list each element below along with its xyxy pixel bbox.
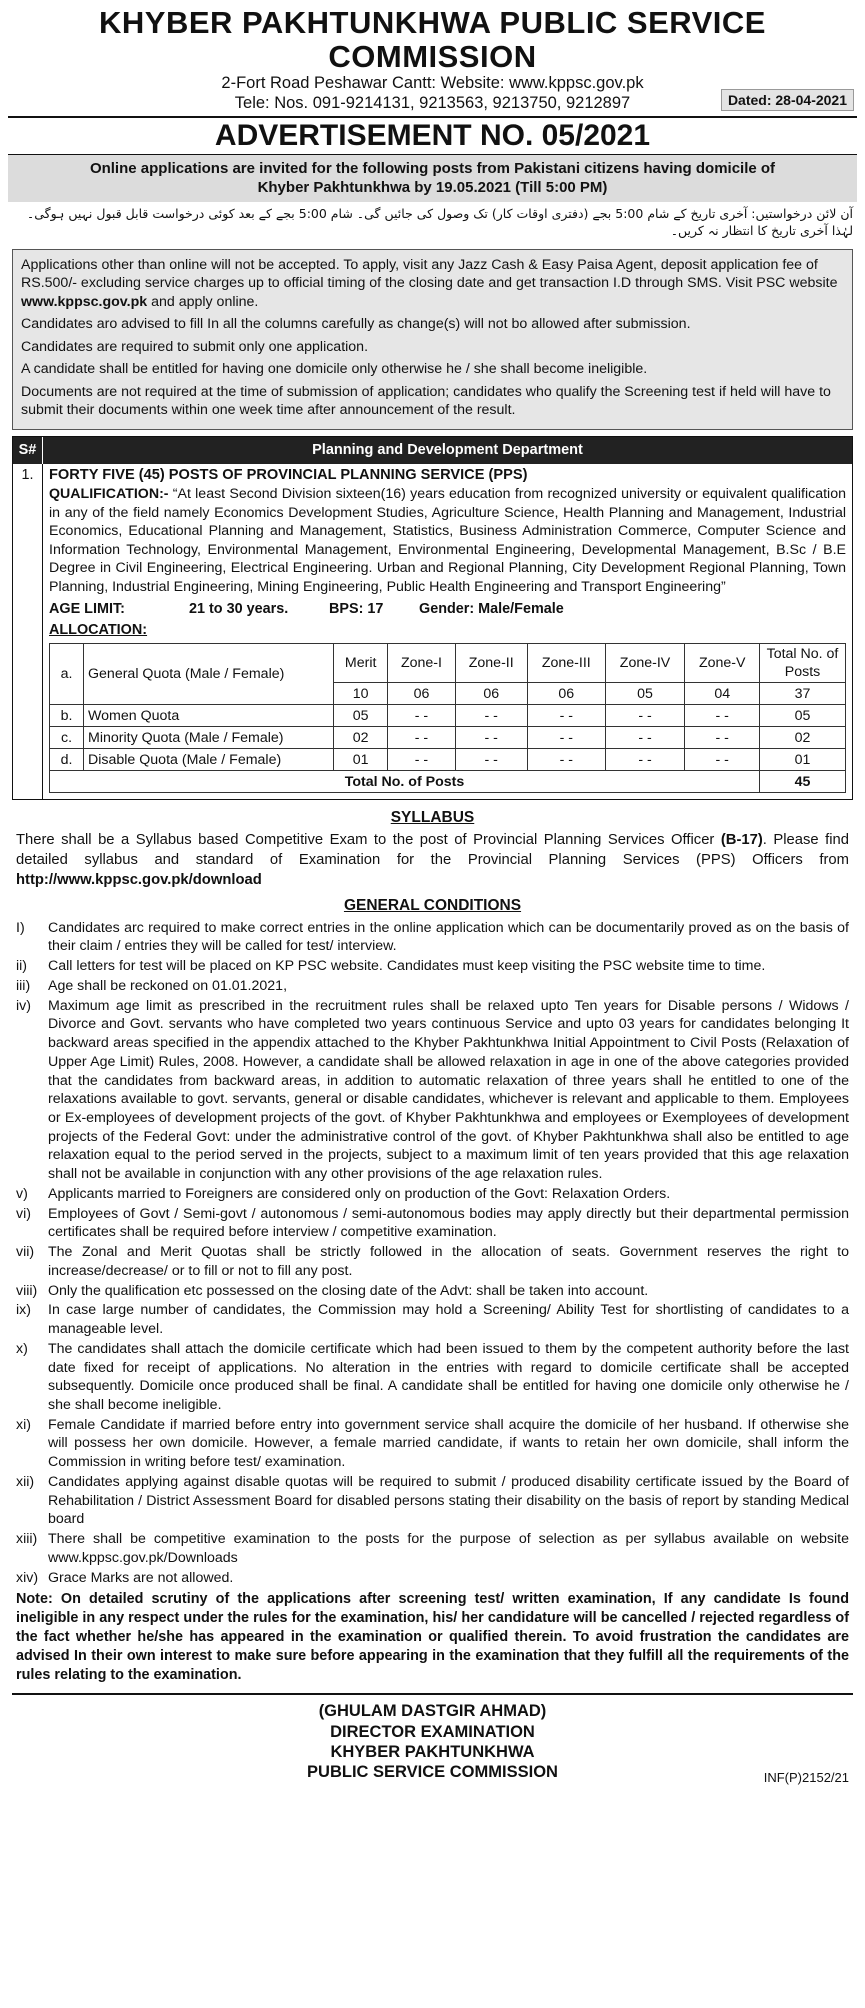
advertisement-title: ADVERTISEMENT NO. 05/2021 xyxy=(8,116,857,155)
quota-cell: 05 xyxy=(760,705,846,727)
col-header: Merit xyxy=(334,643,388,683)
quota-cell: - - xyxy=(455,749,527,771)
condition-item: I) Candidates arc required to make correct entries in the online application which can be documentarily proved as on the basis of their claim / entries they will be called for test/ interview. xyxy=(16,919,849,955)
quota-name: General Quota (Male / Female) xyxy=(84,643,334,705)
quota-cell: 37 xyxy=(760,683,846,705)
conditions-list xyxy=(8,917,857,1588)
age-limit-row xyxy=(49,600,846,619)
quota-row xyxy=(50,705,846,727)
signatory-line-4: PUBLIC SERVICE COMMISSION xyxy=(307,1762,558,1781)
quota-cell: - - xyxy=(388,727,455,749)
post-title: FORTY FIVE (45) POSTS OF PROVINCIAL PLANNING SERVICE (PPS) xyxy=(49,467,528,484)
condition-item: iv) Maximum age limit as prescribed in the recruitment rules shall be relaxed upto Ten years for Disable persons / Widows / Divorce and Govt. servants who have completed two years continuous Service and upto 03 years for candidates belonging It backward areas specified in the appendix attached to the Khyber Pakhtunkhwa Initial Appointment to Civil Posts (Relaxation of Upper Age Limit) Rules, 2008. However, a candidate shall be allowed relaxation in age in one of the above categories provided that the candidates from backward areas, in addition to automatic relaxation of three years shall he entitled to one of the relaxations available to govt. servants, general or disable candidates, whichever is relevant and applicable to them. Employees or Ex-employees of development projects of the govt. of Khyber Pakhtunkhwa and employees or Exemployees of development projects of the Federal Govt: under the administrative control of the govt. of Khyber Pakhtunkhwa shall also be entitled to age relaxation equal to the period served in the projects, subject to a maximum limit of ten years provided that this age relaxation shall not be available in conjunction with any other provisions of the age relaxation rules. xyxy=(16,997,849,1183)
quota-cell: - - xyxy=(527,727,605,749)
reference-number: INF(P)2152/21 xyxy=(763,1769,849,1785)
syllabus-heading: SYLLABUS xyxy=(390,809,475,827)
quota-cell: 01 xyxy=(760,749,846,771)
quota-cell: 06 xyxy=(455,683,527,705)
quota-cell: 05 xyxy=(605,683,685,705)
notice-para-3: Candidates are required to submit only one application. xyxy=(21,338,369,355)
quota-cell: - - xyxy=(527,705,605,727)
urdu-note: آن لائن درخواستیں: آخری تاریخ کے شام 5:00 بجے (دفتری اوقات کار) تک وصول کی جائیں گی۔ شام 5:00 بجے کے بعد کوئی درخواست قابل قبول نہیں ہوگی۔ لہٰذا آخری تاریخ کا انتظار نہ کریں۔ xyxy=(26,205,853,239)
quota-cell: - - xyxy=(685,749,760,771)
quota-cell: 04 xyxy=(685,683,760,705)
quota-idx: c. xyxy=(50,727,84,749)
quota-idx: d. xyxy=(50,749,84,771)
intro-banner xyxy=(8,155,857,202)
notice-para-2: Candidates aro advised to fill In all the columns carefully as change(s) will not bo allowed after submission. xyxy=(21,316,691,333)
post-sno: 1. xyxy=(13,464,43,799)
condition-item: x) The candidates shall attach the domicile certificate which had been issued to them by the competent authority before the last date fixed for receipt of applications. No alteration in the entries with regard to domicile certificate shall be accepted subsequently. Domicile once produced shall be final. A candidate shall be entitled for having one domicile only otherwise he / she shall become ineligible. xyxy=(16,1340,849,1413)
quota-idx: b. xyxy=(50,705,84,727)
post-row xyxy=(13,464,852,799)
note-paragraph: Note: On detailed scrutiny of the applications after screening test/ written examination, If any candidate Is found ineligible in any respect under the rules for the examination, his/ her candidature will be cancelled / rejected regardless of the fact whether he/she has appeared in the examination or qualified therein. To avoid frustration the candidates are advised In their own interest to make sure before appearing in the examination that they fulfill all the requirements of the rules relating to the examination. xyxy=(16,1591,849,1684)
condition-item: ix) In case large number of candidates, the Commission may hold a Screening/ Ability Test for shortlisting of candidates to a manageable level. xyxy=(16,1302,849,1338)
condition-item: xii) Candidates applying against disable quotas will be required to submit / produced disability certificate issued by the Board of Rehabilitation / District Assessment Board for disabled persons stating their disability on the basis of report by standing Medical board xyxy=(16,1473,849,1528)
condition-item: vii) The Zonal and Merit Quotas shall be strictly followed in the allocation of seats. Government reserves the right to increase/decrease/ or to fill or not to fill any post. xyxy=(16,1244,849,1279)
col-header: Zone-I xyxy=(388,643,455,683)
quota-cell: - - xyxy=(685,705,760,727)
quota-cell: 06 xyxy=(388,683,455,705)
condition-item: iii) Age shall be reckoned on 01.01.2021, xyxy=(16,977,288,994)
signature-block xyxy=(12,1693,853,1793)
col-header: Total No. of Posts xyxy=(760,643,846,683)
col-header: Zone-II xyxy=(455,643,527,683)
notice-para-5: Documents are not required at the time of submission of application; candidates who qualify the Screening test if held will have to submit their documents within one week time after announcement of the result. xyxy=(21,383,831,418)
conditions-heading: GENERAL CONDITIONS xyxy=(343,897,522,915)
org-address: 2-Fort Road Peshawar Cantt: Website: www.kppsc.gov.pk xyxy=(221,74,644,93)
age-label: AGE LIMIT: xyxy=(49,601,125,618)
notice-para-1: Applications other than online will not be accepted. To apply, visit any Jazz Cash & Easy Paisa Agent, deposit application fee of RS.500/- excluding service charges up to official timing of the closing date and get transaction I.D through SMS. Visit PSC website www.kppsc.gov.pk and apply online. xyxy=(21,256,838,310)
quota-cell: 02 xyxy=(334,727,388,749)
posts-table xyxy=(12,436,853,800)
col-header: Zone-IV xyxy=(605,643,685,683)
quota-row xyxy=(50,749,846,771)
signatory-name: (GHULAM DASTGIR AHMAD) xyxy=(318,1702,547,1721)
quota-cell: - - xyxy=(605,705,685,727)
condition-item: v) Applicants married to Foreigners are considered only on production of the Govt: Relaxation Orders. xyxy=(16,1185,671,1202)
post-details xyxy=(43,464,852,799)
dated-badge: Dated: 28-04-2021 xyxy=(721,89,854,111)
signatory-line-3: KHYBER PAKHTUNKHWA xyxy=(330,1742,535,1761)
department-header: Planning and Development Department xyxy=(312,442,583,459)
condition-item: viii) Only the qualification etc possessed on the closing date of the Advt: shall be taken into account. xyxy=(16,1282,649,1299)
posts-table-header xyxy=(13,437,852,464)
sno-header: S# xyxy=(13,437,43,464)
total-value: 45 xyxy=(760,771,846,793)
quota-cell: - - xyxy=(685,727,760,749)
instructions-box xyxy=(12,249,853,431)
quota-cell: - - xyxy=(388,749,455,771)
quota-cell: - - xyxy=(455,705,527,727)
total-label: Total No. of Posts xyxy=(50,771,760,793)
quota-cell: 01 xyxy=(334,749,388,771)
condition-item: vi) Employees of Govt / Semi-govt / autonomous / semi-autonomous bodies may apply directly but their departmental permission certificates shall be required before interview / competitive examination. xyxy=(16,1205,849,1241)
quota-cell: 06 xyxy=(527,683,605,705)
quota-header-row xyxy=(50,643,846,683)
intro-line-1: Online applications are invited for the following posts from Pakistani citizens having domicile of xyxy=(89,159,776,177)
quota-cell: - - xyxy=(527,749,605,771)
syllabus-link[interactable]: http://www.kppsc.gov.pk/download xyxy=(16,871,262,888)
condition-item: ii) Call letters for test will be placed on KP PSC website. Candidates must keep visiting the PSC website time to time. xyxy=(16,958,766,975)
quota-name: Women Quota xyxy=(84,705,334,727)
quota-cell: 10 xyxy=(334,683,388,705)
org-phones: Tele: Nos. 091-9214131, 9213563, 9213750, 9212897 xyxy=(234,93,631,112)
quota-idx: a. xyxy=(50,643,84,705)
quota-cell: - - xyxy=(455,727,527,749)
allocation-label: ALLOCATION: xyxy=(49,621,148,638)
col-header: Zone-III xyxy=(527,643,605,683)
quota-name: Disable Quota (Male / Female) xyxy=(84,749,334,771)
quota-cell: 02 xyxy=(760,727,846,749)
syllabus-text: There shall be a Syllabus based Competitive Exam to the post of Provincial Planning Services Officer (B-17). Please find detailed syllabus and standard of Examination for the Provincial Planning Services (PPS) Officers from http://www.kppsc.gov.pk/download xyxy=(16,831,849,888)
gender: Gender: Male/Female xyxy=(419,601,564,618)
quota-cell: - - xyxy=(388,705,455,727)
bps: BPS: 17 xyxy=(329,601,384,618)
condition-item: xiii) There shall be competitive examination to the posts for the purpose of selection as per syllabus available on website www.kppsc.gov.pk/Downloads xyxy=(16,1531,849,1566)
header xyxy=(8,6,857,114)
org-name: KHYBER PAKHTUNKHWA PUBLIC SERVICE COMMISSION xyxy=(99,5,766,75)
notice-para-4: A candidate shall be entitled for having one domicile only otherwise he / she shall become ineligible. xyxy=(21,361,648,378)
age-value: 21 to 30 years. xyxy=(189,601,289,618)
quota-row xyxy=(50,727,846,749)
quota-cell: 05 xyxy=(334,705,388,727)
quota-name: Minority Quota (Male / Female) xyxy=(84,727,334,749)
condition-item: xiv) Grace Marks are not allowed. xyxy=(16,1569,234,1586)
quota-table xyxy=(49,643,846,794)
intro-line-2: Khyber Pakhtunkhwa by 19.05.2021 (Till 5:00 PM) xyxy=(257,179,608,197)
quota-total-row xyxy=(50,771,846,793)
quota-cell: - - xyxy=(605,727,685,749)
website-link[interactable]: www.kppsc.gov.pk xyxy=(21,293,148,310)
signatory-designation: DIRECTOR EXAMINATION xyxy=(330,1722,535,1741)
qualification: QUALIFICATION:- “At least Second Division sixteen(16) years education from recognized university or equivalent qualification in any of the field namely Economics Development Studies, Agriculture Science, Health Planning and Management, Industrial Economics, Educational Planning and Management, Statistics, Business Administration Commerce, Computer Science and Information Technology, Environmental Management, Environmental Engineering, Developmental Management, B.Sc / B.E Degree in Civil Engineering, Electrical Engineering. Urban and Regional Planning, City Development Regional Planning, Town Planning, Industrial Engineering, Mining Engineering, Public Health Engineering and Transport Engineering” xyxy=(49,486,846,595)
condition-item: xi) Female Candidate if married before entry into government service shall acquire the domicile of her husband. If otherwise she will possess her own domicile. However, a female married candidate, if wants to retain her own domicile, shall inform the Commission in writing before test/ examination. xyxy=(16,1416,849,1471)
quota-cell: - - xyxy=(605,749,685,771)
col-header: Zone-V xyxy=(685,643,760,683)
